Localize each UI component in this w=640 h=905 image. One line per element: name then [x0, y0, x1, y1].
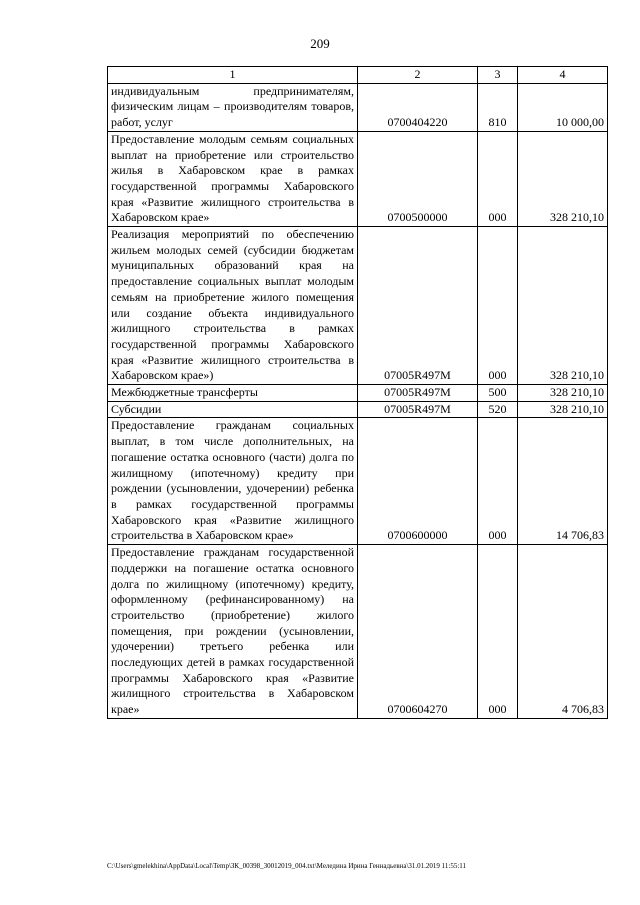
row-code: 0700600000 — [358, 418, 478, 545]
table-row — [108, 418, 608, 545]
row-name: Реализация мероприятий по обеспечению жильем молодых семей (субсидии бюджетам муниципальных образований края на предоставление социальных выплат молодым семьям на приобретение жилого помещения или создание объекта индивидуального жилищного строительства в рамках государственной программы Хабаровского края «Развитие жилищного строительства в Хабаровском крае») — [108, 227, 358, 385]
row-name: Предоставление гражданам государственной поддержки на погашение остатка основного долга по жилищному (ипотечному) кредиту, оформленному (рефинансированному) на строительство (приобретение) жилого помещения, при рождении (усыновлении, удочерении) третьего ребенка или последующих детей в рамках государственной программы Хабаровского края «Развитие жилищного строительства в Хабаровском крае» — [108, 545, 358, 719]
header-col-2: 2 — [358, 67, 478, 84]
row-code: 07005R497M — [358, 385, 478, 402]
table-row — [108, 385, 608, 402]
page-number: 209 — [310, 36, 330, 51]
row-code: 0700500000 — [358, 131, 478, 226]
header-col-1: 1 — [108, 67, 358, 84]
row-amount: 328 210,10 — [518, 385, 608, 402]
row-amount: 328 210,10 — [518, 401, 608, 418]
row-type: 000 — [478, 545, 518, 719]
row-type: 810 — [478, 83, 518, 131]
row-name: Предоставление молодым семьям социальных выплат на приобретение или строительство жилья в Хабаровском крае в рамках государственной программы Хабаровского края «Развитие жилищного строительства в Хабаровском крае» — [108, 131, 358, 226]
table-row — [108, 401, 608, 418]
row-code: 0700604270 — [358, 545, 478, 719]
row-type: 000 — [478, 131, 518, 226]
row-amount: 4 706,83 — [518, 545, 608, 719]
table-row — [108, 227, 608, 385]
row-name: Предоставление гражданам социальных выплат, в том числе дополнительных, на погашение остатка основного (части) долга по жилищному (ипотечному) кредиту при рождении (усыновлении, удочерении) ребенка в рамках государственной программы Хабаровского края «Развитие жилищного строительства в Хабаровском крае» — [108, 418, 358, 545]
row-name: Субсидии — [108, 401, 358, 418]
header-col-3: 3 — [478, 67, 518, 84]
header-col-4: 4 — [518, 67, 608, 84]
row-type: 520 — [478, 401, 518, 418]
table-header-row — [108, 67, 608, 84]
row-amount: 328 210,10 — [518, 131, 608, 226]
row-name: индивидуальным предпринимателям, физическим лицам – производителям товаров, работ, услуг — [108, 83, 358, 131]
row-code: 0700404220 — [358, 83, 478, 131]
row-type: 000 — [478, 418, 518, 545]
row-amount: 328 210,10 — [518, 227, 608, 385]
budget-table — [107, 66, 608, 719]
footer-file-path: C:\Users\gmelekhina\AppData\Local\Temp\ЗК_00398_30012019_004.txt\Меледина Ирина Геннадьевна\31.01.2019 11:55:11 — [107, 862, 467, 870]
table-row — [108, 545, 608, 719]
table-row — [108, 83, 608, 131]
row-amount: 14 706,83 — [518, 418, 608, 545]
table-row — [108, 131, 608, 226]
row-code: 07005R497M — [358, 401, 478, 418]
row-name: Межбюджетные трансферты — [108, 385, 358, 402]
row-type: 500 — [478, 385, 518, 402]
row-amount: 10 000,00 — [518, 83, 608, 131]
row-type: 000 — [478, 227, 518, 385]
row-code: 07005R497M — [358, 227, 478, 385]
